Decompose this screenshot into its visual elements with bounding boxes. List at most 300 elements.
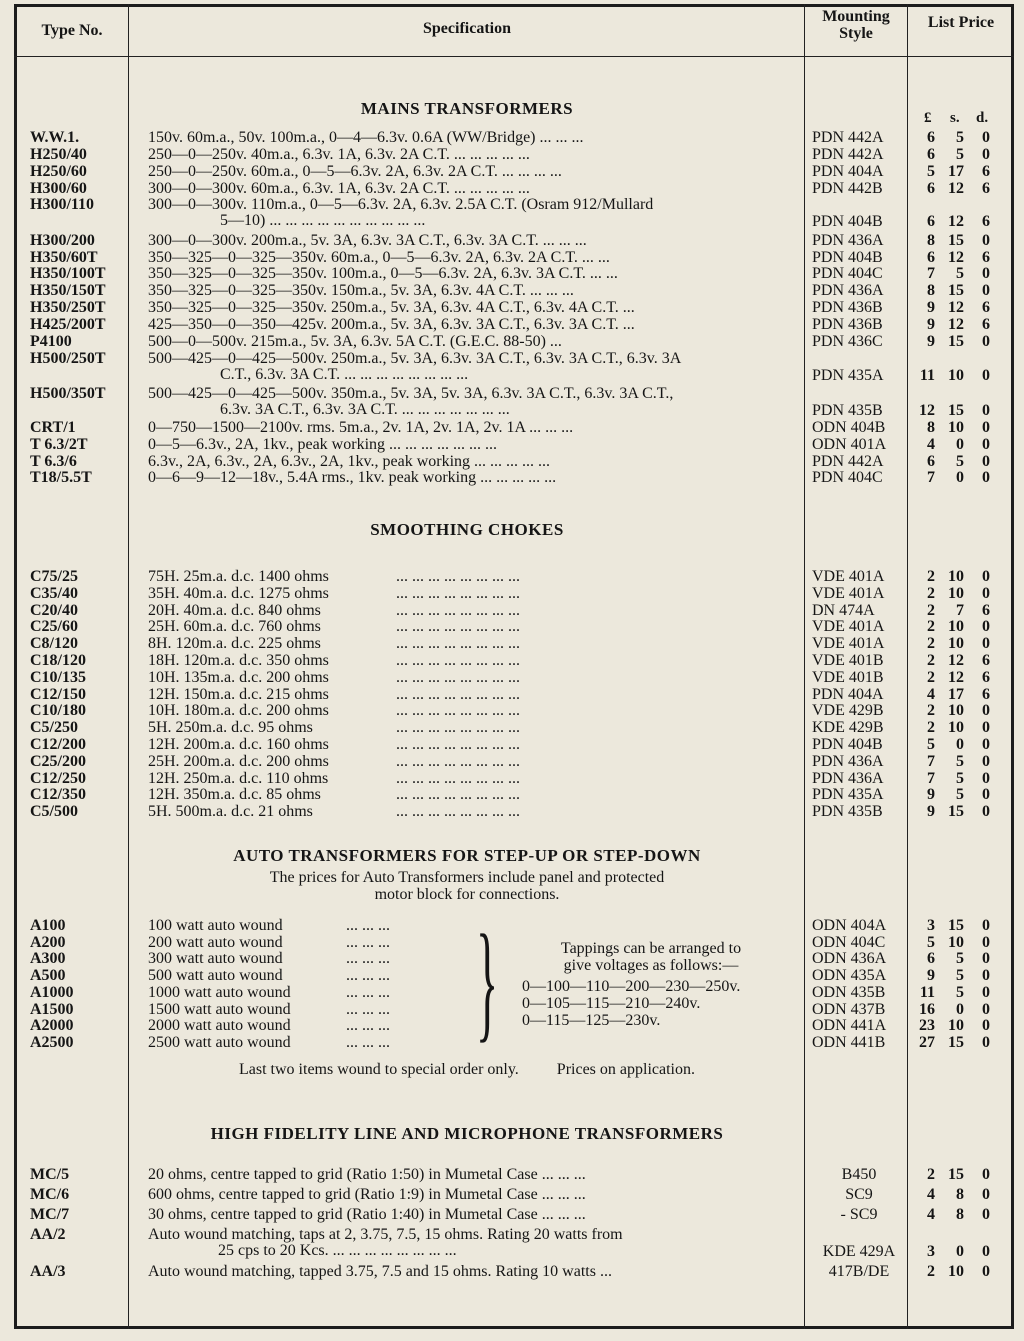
- specification-text: 12H. 200m.a. d.c. 160 ohms: [148, 736, 329, 753]
- specification-continuation: 6.3v. 3A C.T., 6.3v. 3A C.T. ... ... ... ... ... ... ...: [220, 401, 510, 418]
- type-number: H500/250T: [30, 350, 106, 367]
- price-shillings: 12: [948, 299, 964, 316]
- specification-text: Auto wound matching, taps at 2, 3.75, 7.5, 15 ohms. Rating 20 watts from: [148, 1226, 623, 1243]
- specification-text: 2000 watt auto wound: [148, 1017, 291, 1035]
- specification-text: 6.3v., 2A, 6.3v., 2A, 6.3v., 2A, 1kv., peak working ... ... ... ... ...: [148, 453, 551, 470]
- mounting-style: ODN 441B: [812, 1033, 886, 1051]
- leader-dots: ... ... ... ... ... ... ... ...: [396, 584, 520, 602]
- mounting-style: SC9: [845, 1186, 873, 1203]
- mounting-style: ODN 404B: [812, 419, 886, 436]
- price-pence: 6: [982, 299, 990, 316]
- type-number: C25/200: [30, 752, 86, 770]
- type-number: H300/60: [30, 180, 87, 197]
- price-pence: 0: [982, 146, 990, 163]
- specification-text: 18H. 120m.a. d.c. 350 ohms: [148, 652, 329, 669]
- price-pence: 6: [982, 685, 990, 703]
- price-shillings: 5: [956, 129, 964, 146]
- price-shillings: 0: [956, 1243, 964, 1260]
- leader-dots: ... ... ...: [346, 933, 390, 951]
- mounting-style: PDN 436A: [812, 769, 884, 787]
- specification-text: 10H. 180m.a. d.c. 200 ohms: [148, 702, 329, 720]
- table-row: [0, 984, 1024, 1001]
- specification-text: 12H. 350m.a. d.c. 85 ohms: [148, 786, 321, 804]
- price-pence: 0: [982, 983, 990, 1001]
- price-pence: 0: [982, 917, 990, 934]
- mounting-style: ODN 436A: [812, 950, 887, 968]
- mounting-style: PDN 436B: [812, 316, 883, 333]
- type-number: C5/500: [30, 803, 78, 821]
- specification-text: 10H. 135m.a. d.c. 200 ohms: [148, 668, 329, 686]
- price-pounds: 5: [927, 163, 935, 180]
- mounting-style: PDN 442A: [812, 129, 884, 146]
- auto-footer-special-order: Last two items wound to special order only.: [239, 1061, 519, 1078]
- type-number: A100: [30, 917, 66, 934]
- price-pounds: 4: [927, 436, 935, 453]
- table-row: [0, 736, 1024, 753]
- type-number: A200: [30, 933, 66, 951]
- leader-dots: ... ... ...: [346, 983, 390, 1001]
- price-shillings: 12: [948, 213, 964, 230]
- price-pounds: 2: [927, 668, 935, 686]
- price-shillings: 15: [948, 917, 964, 934]
- price-pounds: 8: [927, 282, 935, 299]
- table-row: [0, 803, 1024, 820]
- price-pence: 0: [982, 1243, 990, 1260]
- price-pounds: 2: [927, 719, 935, 737]
- type-number: C20/40: [30, 601, 78, 619]
- price-shillings: 15: [948, 282, 964, 299]
- price-shillings: 10: [948, 367, 964, 384]
- specification-continuation: 5—10) ... ... ... ... ... ... ... ... ... ...: [220, 212, 426, 229]
- tappings-line5: 0—115—125—230v.: [522, 1012, 661, 1029]
- price-pounds: 6: [927, 453, 935, 470]
- table-row: [0, 1001, 1024, 1018]
- table-row: [0, 299, 1024, 316]
- price-shillings: 10: [948, 419, 964, 436]
- mounting-style: PDN 442A: [812, 146, 884, 163]
- type-number: C25/60: [30, 618, 78, 636]
- mounting-style: VDE 429B: [812, 702, 884, 720]
- price-shillings: 0: [956, 469, 964, 486]
- price-shillings: 17: [948, 163, 964, 180]
- type-number: A2000: [30, 1017, 74, 1035]
- specification-text: 2500 watt auto wound: [148, 1033, 291, 1051]
- price-pounds: 2: [927, 652, 935, 669]
- mounting-style: VDE 401A: [812, 635, 885, 653]
- price-pence: 0: [982, 1263, 990, 1280]
- price-pence: 0: [982, 967, 990, 985]
- price-pounds: 4: [927, 1186, 935, 1203]
- price-pounds: 6: [927, 213, 935, 230]
- specification-text: 8H. 120m.a. d.c. 225 ohms: [148, 635, 321, 653]
- specification-text: 12H. 150m.a. d.c. 215 ohms: [148, 685, 329, 703]
- specification-text: 25H. 60m.a. d.c. 760 ohms: [148, 618, 321, 636]
- mounting-style: PDN 404B: [812, 213, 883, 230]
- section-title-auto: AUTO TRANSFORMERS FOR STEP-UP OR STEP-DOWN: [233, 846, 701, 865]
- mounting-style: PDN 435B: [812, 803, 883, 821]
- price-shillings: 10: [948, 635, 964, 653]
- type-number: C8/120: [30, 635, 78, 653]
- mounting-style: PDN 404A: [812, 685, 884, 703]
- price-pence: 0: [982, 1166, 990, 1183]
- table-row: [0, 316, 1024, 333]
- table-row: [0, 1017, 1024, 1034]
- table-row: [0, 1034, 1024, 1051]
- price-shillings: 5: [956, 967, 964, 985]
- table-row: [0, 669, 1024, 686]
- table-row: [0, 180, 1024, 197]
- table-row: [0, 1166, 1024, 1183]
- price-pounds: 9: [927, 967, 935, 985]
- mounting-style: ODN 404C: [812, 933, 886, 951]
- table-row: [0, 163, 1024, 180]
- price-shillings: 10: [948, 719, 964, 737]
- price-shillings: 12: [948, 249, 964, 266]
- price-pounds: 2: [927, 1166, 935, 1183]
- price-shillings: 15: [948, 803, 964, 821]
- leader-dots: ... ... ... ... ... ... ... ...: [396, 635, 520, 653]
- leader-dots: ... ... ... ... ... ... ... ...: [396, 618, 520, 636]
- price-shillings: 10: [948, 618, 964, 636]
- table-row: [0, 686, 1024, 703]
- price-pounds: 11: [919, 983, 935, 1001]
- mounting-style: PDN 435A: [812, 786, 884, 804]
- specification-text: 350—325—0—325—350v. 100m.a., 0—5—6.3v. 2A, 6.3v. 3A C.T. ... ...: [148, 265, 618, 282]
- specification-text: 0—750—1500—2100v. rms. 5m.a., 2v. 1A, 2v. 1A, 2v. 1A ... ... ...: [148, 419, 574, 436]
- type-number: H425/200T: [30, 316, 106, 333]
- price-pounds: 9: [927, 333, 935, 350]
- header-mounting-style: [806, 8, 906, 42]
- table-row: [0, 419, 1024, 436]
- type-number: W.W.1.: [30, 129, 80, 146]
- price-pounds: 12: [919, 402, 935, 419]
- mounting-style: PDN 435A: [812, 367, 884, 384]
- mounting-style: VDE 401A: [812, 568, 885, 585]
- price-pence: 0: [982, 265, 990, 282]
- tappings-line4: 0—105—115—210—240v.: [522, 995, 701, 1012]
- price-pence: 0: [982, 736, 990, 753]
- price-shillings: 15: [948, 402, 964, 419]
- specification-text: 5H. 250m.a. d.c. 95 ohms: [148, 719, 313, 737]
- table-row: [0, 719, 1024, 736]
- price-shillings: 10: [948, 1263, 964, 1280]
- price-pounds: 16: [919, 1000, 935, 1018]
- price-pounds: 7: [927, 752, 935, 770]
- mounting-style: VDE 401A: [812, 584, 885, 602]
- price-shillings: 12: [948, 316, 964, 333]
- type-number: C5/250: [30, 719, 78, 737]
- price-pence: 6: [982, 249, 990, 266]
- price-pence: 0: [982, 702, 990, 720]
- price-pence: 0: [982, 402, 990, 419]
- type-number: H350/100T: [30, 265, 106, 282]
- price-pounds: 2: [927, 635, 935, 653]
- table-row: [0, 702, 1024, 719]
- mounting-style: VDE 401B: [812, 668, 884, 686]
- price-shillings: 5: [956, 752, 964, 770]
- table-row: [0, 469, 1024, 486]
- tappings-line2: give voltages as follows:—: [563, 957, 739, 974]
- type-number: C12/350: [30, 786, 86, 804]
- type-number: T 6.3/6: [30, 453, 77, 470]
- type-number: C12/200: [30, 736, 86, 753]
- price-shillings: 12: [948, 180, 964, 197]
- unit-pence: d.: [976, 110, 989, 126]
- leader-dots: ... ... ... ... ... ... ... ...: [396, 652, 520, 669]
- price-shillings: 5: [956, 146, 964, 163]
- price-shillings: 17: [948, 685, 964, 703]
- unit-pounds: £: [924, 110, 932, 126]
- leader-dots: ... ... ...: [346, 1000, 390, 1018]
- leader-dots: ... ... ... ... ... ... ... ...: [396, 702, 520, 720]
- price-pence: 0: [982, 453, 990, 470]
- price-pounds: 2: [927, 568, 935, 585]
- specification-text: 350—325—0—325—350v. 250m.a., 5v. 3A, 6.3v. 4A C.T., 6.3v. 4A C.T. ...: [148, 299, 635, 316]
- type-number: A2500: [30, 1033, 74, 1051]
- specification-text: 100 watt auto wound: [148, 917, 283, 934]
- price-pence: 0: [982, 933, 990, 951]
- price-pounds: 4: [927, 1206, 935, 1223]
- table-row: [0, 333, 1024, 350]
- mounting-style: PDN 404C: [812, 265, 883, 282]
- price-shillings: 10: [948, 933, 964, 951]
- table-row: [0, 917, 1024, 934]
- price-shillings: 7: [956, 601, 964, 619]
- specification-text: 150v. 60m.a., 50v. 100m.a., 0—4—6.3v. 0.6A (WW/Bridge) ... ... ...: [148, 129, 584, 146]
- unit-shillings: s.: [950, 110, 960, 126]
- price-pence: 0: [982, 469, 990, 486]
- type-number: C12/250: [30, 769, 86, 787]
- price-pounds: 2: [927, 1263, 935, 1280]
- price-pence: 0: [982, 618, 990, 636]
- auto-note-line1: The prices for Auto Transformers include panel and protected: [269, 869, 665, 886]
- price-pence: 0: [982, 129, 990, 146]
- type-number: MC/5: [30, 1166, 70, 1183]
- price-pence: 0: [982, 803, 990, 821]
- price-pounds: 5: [927, 736, 935, 753]
- specification-text: 500—0—500v. 215m.a., 5v. 3A, 6.3v. 5A C.T. (G.E.C. 88-50) ...: [148, 333, 562, 350]
- header-list-price: List Price: [927, 14, 995, 31]
- leader-dots: ... ... ... ... ... ... ... ...: [396, 668, 520, 686]
- price-pounds: 7: [927, 769, 935, 787]
- table-row: [0, 1186, 1024, 1203]
- price-pence: 0: [982, 786, 990, 804]
- leader-dots: ... ... ...: [346, 1017, 390, 1035]
- price-pounds: 2: [927, 584, 935, 602]
- price-pounds: 5: [927, 933, 935, 951]
- price-pence: 6: [982, 652, 990, 669]
- specification-text: 600 ohms, centre tapped to grid (Ratio 1:9) in Mumetal Case ... ... ...: [148, 1186, 586, 1203]
- type-number: C10/135: [30, 668, 86, 686]
- table-row: [0, 753, 1024, 770]
- price-pence: 0: [982, 635, 990, 653]
- tappings-line3: 0—100—110—200—230—250v.: [522, 978, 741, 995]
- price-pounds: 27: [919, 1033, 935, 1051]
- mounting-style: PDN 436A: [812, 752, 884, 770]
- specification-text: 0—5—6.3v., 2A, 1kv., peak working ... ... ... ... ... ... ...: [148, 436, 498, 453]
- type-number: A500: [30, 967, 66, 985]
- section-title-mains: MAINS TRANSFORMERS: [360, 99, 574, 118]
- auto-note-line2: motor block for connections.: [374, 886, 560, 903]
- leader-dots: ... ... ... ... ... ... ... ...: [396, 769, 520, 787]
- leader-dots: ... ... ... ... ... ... ... ...: [396, 719, 520, 737]
- tappings-brace: }: [476, 907, 499, 1054]
- type-number: H250/60: [30, 163, 87, 180]
- specification-text: 250—0—250v. 60m.a., 0—5—6.3v. 2A, 6.3v. 2A C.T. ... ... ... ...: [148, 163, 562, 180]
- table-row: [0, 786, 1024, 803]
- price-shillings: 10: [948, 584, 964, 602]
- price-pounds: 11: [919, 367, 935, 384]
- table-row: [0, 635, 1024, 652]
- price-shillings: 10: [948, 568, 964, 585]
- type-number: H300/200: [30, 232, 95, 249]
- specification-text: 25H. 200m.a. d.c. 200 ohms: [148, 752, 329, 770]
- specification-text: 250—0—250v. 40m.a., 6.3v. 1A, 6.3v. 2A C.T. ... ... ... ... ...: [148, 146, 530, 163]
- tappings-line1: Tappings can be arranged to: [560, 940, 742, 957]
- specification-continuation: C.T., 6.3v. 3A C.T. ... ... ... ... ... ... ... ...: [220, 366, 469, 383]
- type-number: H250/40: [30, 146, 87, 163]
- specification-text: 300—0—300v. 200m.a., 5v. 3A, 6.3v. 3A C.T., 6.3v. 3A C.T. ... ... ...: [148, 232, 587, 249]
- price-shillings: 5: [956, 786, 964, 804]
- leader-dots: ... ... ... ... ... ... ... ...: [396, 685, 520, 703]
- leader-dots: ... ... ...: [346, 967, 390, 985]
- mounting-style: PDN 404B: [812, 736, 883, 753]
- leader-dots: ... ... ... ... ... ... ... ...: [396, 803, 520, 821]
- mounting-style: KDE 429B: [812, 719, 884, 737]
- price-pounds: 3: [927, 1243, 935, 1260]
- table-row: [0, 385, 1024, 419]
- specification-text: 1000 watt auto wound: [148, 983, 291, 1001]
- mounting-style: PDN 435B: [812, 402, 883, 419]
- specification-text: 500 watt auto wound: [148, 967, 283, 985]
- specification-text: 350—325—0—325—350v. 150m.a., 5v. 3A, 6.3v. 4A C.T. ... ... ...: [148, 282, 574, 299]
- price-pounds: 8: [927, 232, 935, 249]
- specification-text: 300 watt auto wound: [148, 950, 283, 968]
- price-pence: 0: [982, 367, 990, 384]
- table-row: [0, 350, 1024, 384]
- price-shillings: 12: [948, 668, 964, 686]
- price-pounds: 7: [927, 265, 935, 282]
- type-number: P4100: [30, 333, 72, 350]
- price-pounds: 7: [927, 469, 935, 486]
- header-mounting-line1: Mounting: [822, 8, 890, 25]
- type-number: AA/3: [30, 1263, 66, 1280]
- auto-footer: [130, 1061, 804, 1079]
- table-row: [0, 602, 1024, 619]
- price-pounds: 6: [927, 950, 935, 968]
- price-pence: 0: [982, 333, 990, 350]
- price-pence: 6: [982, 601, 990, 619]
- type-number: H300/110: [30, 196, 95, 213]
- type-number: C18/120: [30, 652, 86, 669]
- specification-text: 35H. 40m.a. d.c. 1275 ohms: [148, 584, 329, 602]
- specification-continuation: 25 cps to 20 Kcs. ... ... ... ... ... ... ... ...: [218, 1242, 457, 1259]
- specification-text: 500—425—0—425—500v. 350m.a., 5v. 3A, 5v. 3A, 6.3v. 3A C.T., 6.3v. 3A C.T.,: [148, 385, 674, 402]
- mounting-style: ODN 401A: [812, 436, 887, 453]
- price-shillings: 5: [956, 983, 964, 1001]
- price-pence: 0: [982, 1186, 990, 1203]
- table-row: [0, 453, 1024, 470]
- specification-text: 350—325—0—325—350v. 60m.a., 0—5—6.3v. 2A, 6.3v. 2A C.T. ... ...: [148, 249, 610, 266]
- table-row: [0, 1206, 1024, 1223]
- price-pounds: 6: [927, 129, 935, 146]
- price-shillings: 0: [956, 1000, 964, 1018]
- table-row: [0, 232, 1024, 249]
- price-shillings: 0: [956, 436, 964, 453]
- price-pounds: 6: [927, 249, 935, 266]
- type-number: CRT/1: [30, 419, 76, 436]
- price-shillings: 5: [956, 769, 964, 787]
- header-type-no: Type No.: [41, 22, 103, 39]
- price-shillings: 8: [956, 1186, 964, 1203]
- price-shillings: 15: [948, 232, 964, 249]
- specification-text: 5H. 500m.a. d.c. 21 ohms: [148, 803, 313, 821]
- specification-text: 500—425—0—425—500v. 250m.a., 5v. 3A, 6.3v. 3A C.T., 6.3v. 3A C.T., 6.3v. 3A: [148, 350, 682, 367]
- price-shillings: 5: [956, 453, 964, 470]
- type-number: H350/60T: [30, 249, 98, 266]
- price-shillings: 8: [956, 1206, 964, 1223]
- leader-dots: ... ... ... ... ... ... ... ...: [396, 786, 520, 804]
- type-number: C12/150: [30, 685, 86, 703]
- type-number: C35/40: [30, 584, 78, 602]
- type-number: T18/5.5T: [30, 469, 92, 486]
- table-row: [0, 249, 1024, 266]
- specification-text: 12H. 250m.a. d.c. 110 ohms: [148, 769, 329, 787]
- mounting-style: PDN 436B: [812, 299, 883, 316]
- mounting-style: PDN 404C: [812, 469, 883, 486]
- price-pence: 0: [982, 1017, 990, 1035]
- specification-text: 425—350—0—350—425v. 200m.a., 5v. 3A, 6.3v. 3A C.T., 6.3v. 3A C.T. ...: [148, 316, 635, 333]
- mounting-style: PDN 436A: [812, 232, 884, 249]
- price-pounds: 9: [927, 299, 935, 316]
- mounting-style: KDE 429A: [822, 1243, 896, 1260]
- table-row: [0, 129, 1024, 146]
- price-pounds: 9: [927, 316, 935, 333]
- price-shillings: 0: [956, 736, 964, 753]
- price-pounds: 2: [927, 601, 935, 619]
- table-row: [0, 585, 1024, 602]
- auto-footer-prices: Prices on application.: [556, 1061, 695, 1078]
- type-number: C75/25: [30, 568, 78, 585]
- mounting-style: PDN 436A: [812, 282, 884, 299]
- price-pence: 0: [982, 419, 990, 436]
- mounting-style: PDN 436C: [812, 333, 883, 350]
- specification-text: 200 watt auto wound: [148, 933, 283, 951]
- header-specification: Specification: [423, 20, 511, 37]
- price-pence: 0: [982, 1033, 990, 1051]
- price-pounds: 8: [927, 419, 935, 436]
- leader-dots: ... ... ...: [346, 917, 390, 934]
- price-pounds: 9: [927, 803, 935, 821]
- leader-dots: ... ... ...: [346, 950, 390, 968]
- type-number: A1500: [30, 1000, 74, 1018]
- type-number: MC/7: [30, 1206, 70, 1223]
- mounting-style: ODN 437B: [812, 1000, 886, 1018]
- price-pounds: 3: [927, 917, 935, 934]
- price-pence: 6: [982, 163, 990, 180]
- mounting-style: PDN 404A: [812, 163, 884, 180]
- price-pence: 6: [982, 668, 990, 686]
- price-shillings: 10: [948, 1017, 964, 1035]
- type-number: H500/350T: [30, 385, 106, 402]
- table-row: [0, 146, 1024, 163]
- table-row: [0, 652, 1024, 669]
- leader-dots: ... ... ... ... ... ... ... ...: [396, 736, 520, 753]
- price-pence: 0: [982, 1000, 990, 1018]
- price-pounds: 2: [927, 618, 935, 636]
- table-row: [0, 618, 1024, 635]
- price-pence: 0: [982, 950, 990, 968]
